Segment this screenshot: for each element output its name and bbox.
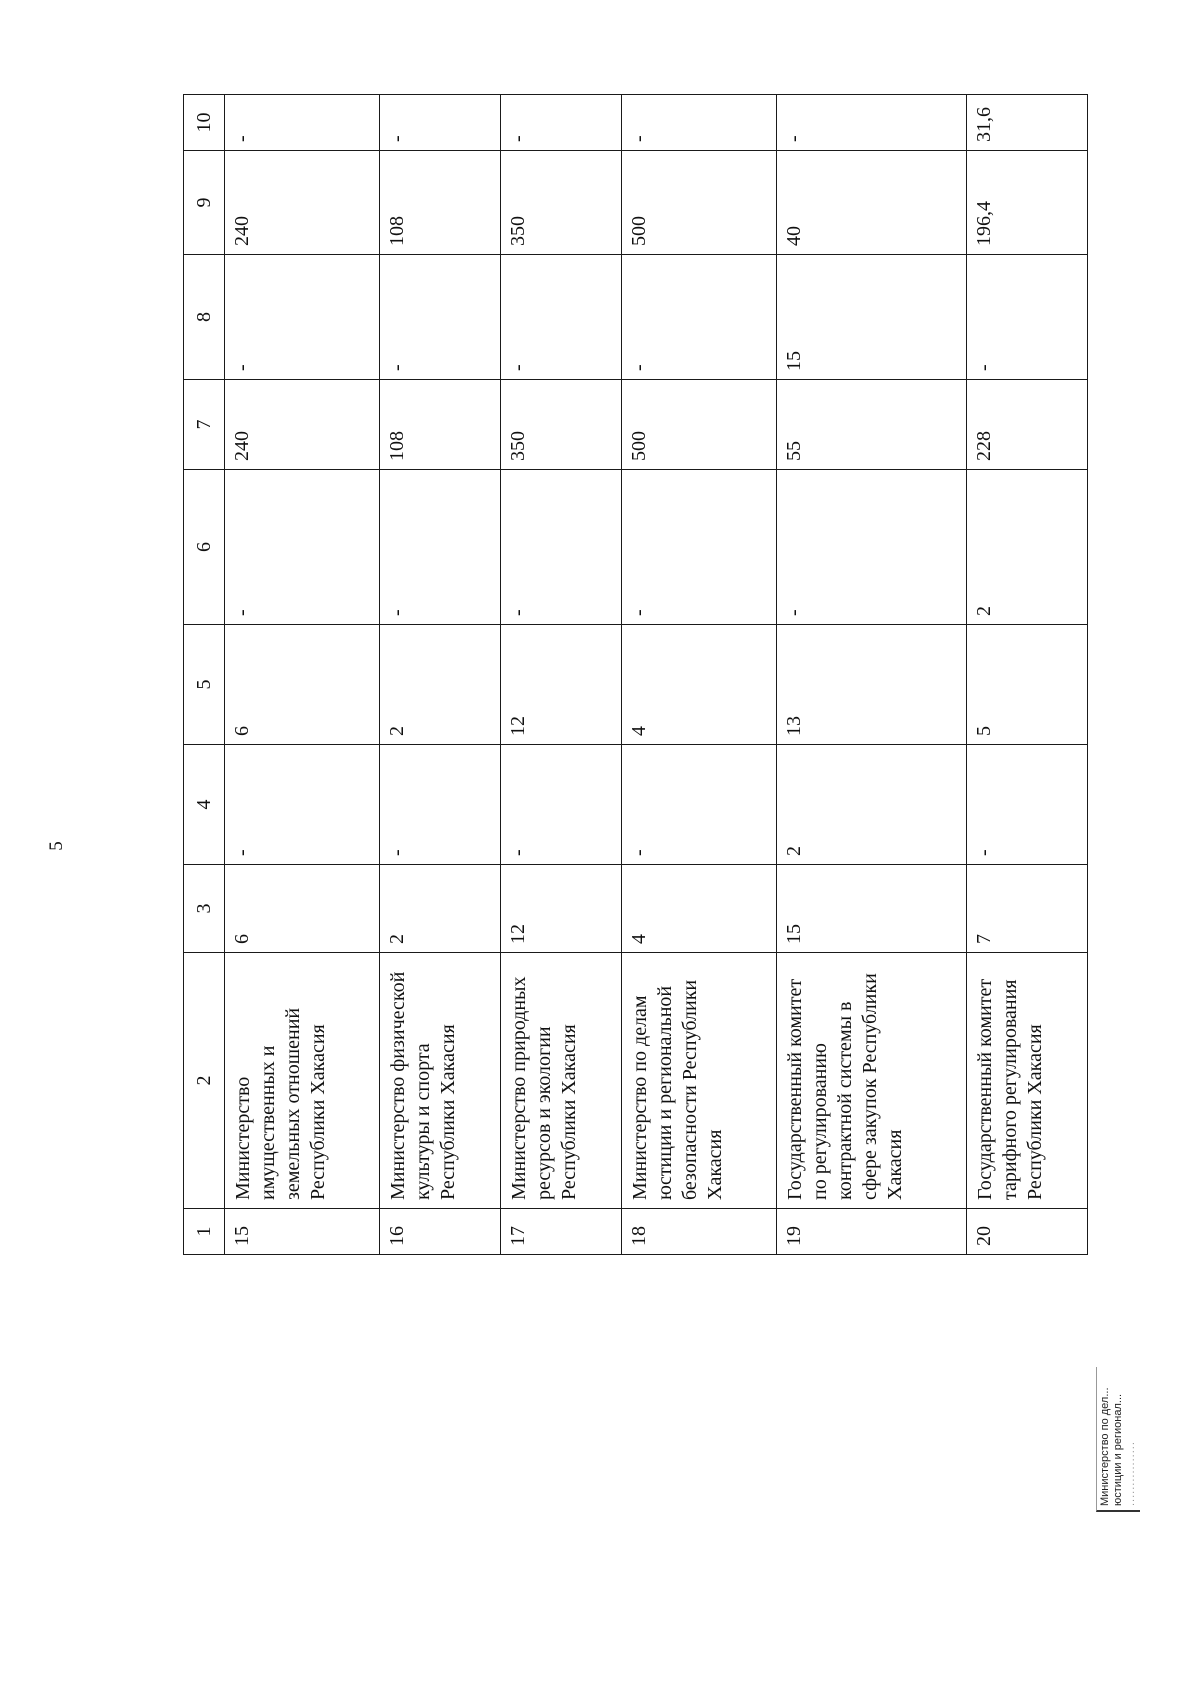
cell: 196,4 <box>967 151 1088 255</box>
cell: - <box>622 255 777 380</box>
row-number: 16 <box>380 1209 501 1255</box>
cell: - <box>622 95 777 151</box>
registration-stamp <box>1096 1367 1140 1512</box>
cell: - <box>380 255 501 380</box>
column-header: 3 <box>184 865 225 953</box>
column-header: 5 <box>184 625 225 745</box>
cell: - <box>967 745 1088 865</box>
cell: - <box>501 470 622 625</box>
table-row <box>777 95 967 1255</box>
column-header: 6 <box>184 470 225 625</box>
row-number: 20 <box>967 1209 1088 1255</box>
cell: - <box>501 255 622 380</box>
cell: 4 <box>622 865 777 953</box>
organization-name: Министерство физической культуры и спорта Республики Хакасия <box>380 953 501 1209</box>
cell: - <box>777 95 967 151</box>
cell: 13 <box>777 625 967 745</box>
cell: 6 <box>225 625 380 745</box>
row-number: 19 <box>777 1209 967 1255</box>
row-number: 18 <box>622 1209 777 1255</box>
column-header: 9 <box>184 151 225 255</box>
stamp-line: Министерство по дел... <box>1099 1387 1111 1506</box>
column-header: 10 <box>184 95 225 151</box>
page-number: 5 <box>45 841 67 851</box>
column-header: 8 <box>184 255 225 380</box>
organization-name: Министерство природных ресурсов и экологии Республики Хакасия <box>501 953 622 1209</box>
table-row <box>622 95 777 1255</box>
cell: 240 <box>225 380 380 470</box>
cell: 350 <box>501 151 622 255</box>
column-header: 4 <box>184 745 225 865</box>
cell: - <box>777 470 967 625</box>
cell: - <box>225 745 380 865</box>
cell: 15 <box>777 865 967 953</box>
cell: - <box>501 745 622 865</box>
cell: 2 <box>967 470 1088 625</box>
cell: 2 <box>380 625 501 745</box>
organization-name: Министерство имущественных и земельных отношений Республики Хакасия <box>225 953 380 1209</box>
cell: - <box>622 470 777 625</box>
cell: 7 <box>967 865 1088 953</box>
column-header: 1 <box>184 1209 225 1255</box>
organization-name: Государственный комитет по регулированию контрактной системы в сфере закупок Республики Хакасия <box>777 953 967 1209</box>
cell: 4 <box>622 625 777 745</box>
cell: 240 <box>225 151 380 255</box>
cell: - <box>380 470 501 625</box>
cell: 228 <box>967 380 1088 470</box>
cell: 12 <box>501 625 622 745</box>
table-row <box>967 95 1088 1255</box>
cell: - <box>501 95 622 151</box>
cell: 500 <box>622 380 777 470</box>
cell: 31,6 <box>967 95 1088 151</box>
cell: - <box>622 745 777 865</box>
cell: - <box>225 255 380 380</box>
cell: 55 <box>777 380 967 470</box>
cell: - <box>967 255 1088 380</box>
table-row <box>380 95 501 1255</box>
cell: 500 <box>622 151 777 255</box>
column-header: 7 <box>184 380 225 470</box>
table-container <box>183 95 1088 1255</box>
cell: 40 <box>777 151 967 255</box>
cell: 2 <box>777 745 967 865</box>
cell: 2 <box>380 865 501 953</box>
cell: 5 <box>967 625 1088 745</box>
cell: 108 <box>380 151 501 255</box>
cell: 12 <box>501 865 622 953</box>
column-header: 2 <box>184 953 225 1209</box>
row-number: 17 <box>501 1209 622 1255</box>
cell: 108 <box>380 380 501 470</box>
cell: - <box>225 95 380 151</box>
table-row <box>501 95 622 1255</box>
cell: 6 <box>225 865 380 953</box>
stamp-line: юстиции и регионал... <box>1112 1393 1124 1506</box>
organization-name: Государственный комитет тарифного регулирования Республики Хакасия <box>967 953 1088 1209</box>
row-number: 15 <box>225 1209 380 1255</box>
table-row <box>225 95 380 1255</box>
data-table <box>183 94 1088 1255</box>
header-row <box>184 95 225 1255</box>
cell: 15 <box>777 255 967 380</box>
organization-name: Министерство по делам юстиции и региональной безопасности Республики Хакасия <box>622 953 777 1209</box>
cell: - <box>225 470 380 625</box>
stamp-line: ................ <box>1125 1441 1137 1506</box>
cell: 350 <box>501 380 622 470</box>
cell: - <box>380 95 501 151</box>
cell: - <box>380 745 501 865</box>
